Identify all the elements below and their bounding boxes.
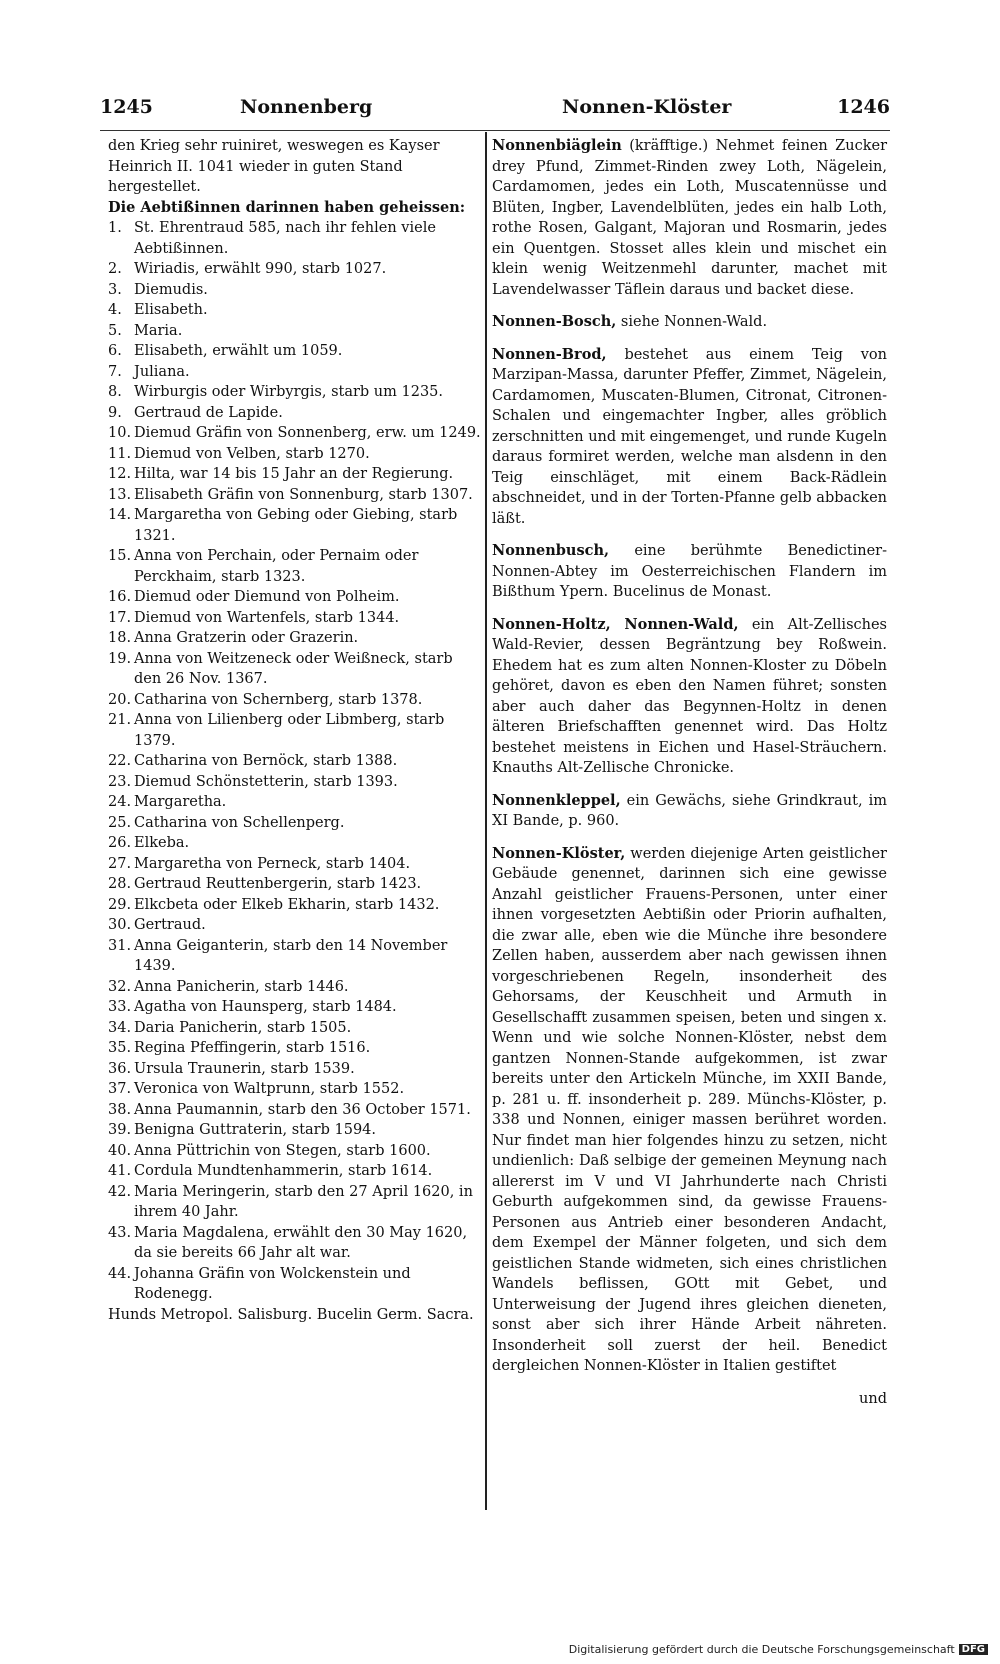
entry-text: siehe Nonnen-Wald. bbox=[620, 314, 768, 330]
item-text: Margaretha von Gebing oder Giebing, starb 1321. bbox=[134, 507, 458, 544]
item-text: Anna von Weitzeneck oder Weißneck, starb den 26 Nov. 1367. bbox=[134, 650, 453, 687]
dictionary-entry bbox=[492, 791, 887, 832]
dictionary-entry bbox=[492, 615, 887, 779]
entry-term: Nonnen-Holtz, Nonnen-Wald, bbox=[492, 615, 739, 633]
item-text: Benigna Guttraterin, starb 1594. bbox=[134, 1122, 377, 1138]
catchword: und bbox=[859, 1390, 887, 1407]
item-number: 20. bbox=[108, 691, 132, 708]
item-number: 42. bbox=[108, 1183, 132, 1200]
item-text: Anna Gratzerin oder Grazerin. bbox=[134, 630, 359, 646]
item-number: 9. bbox=[108, 404, 122, 421]
item-text: Maria Magdalena, erwählt den 30 May 1620, da sie bereits 66 Jahr alt war. bbox=[134, 1224, 468, 1261]
intro-text: den Krieg sehr ruiniret, weswegen es Kayser Heinrich II. 1041 wieder in guten Stand hergestellet. bbox=[108, 138, 440, 195]
item-number: 8. bbox=[108, 384, 122, 400]
item-number: 15. bbox=[108, 548, 132, 564]
item-text: Agatha von Haunsperg, starb 1484. bbox=[134, 999, 397, 1015]
abbess-list-item bbox=[108, 854, 483, 875]
abbess-list-item bbox=[108, 751, 483, 772]
item-number: 16. bbox=[108, 589, 132, 605]
abbess-list-item bbox=[108, 977, 483, 998]
item-number: 31. bbox=[108, 937, 132, 954]
item-text: Anna Panicherin, starb 1446. bbox=[134, 978, 349, 995]
item-number: 25. bbox=[108, 814, 132, 831]
abbess-list-item bbox=[108, 321, 483, 342]
item-text: Daria Panicherin, starb 1505. bbox=[134, 1019, 352, 1036]
dictionary-entry bbox=[492, 541, 887, 603]
abbess-list-item bbox=[108, 1264, 483, 1305]
item-text: Gertraud de Lapide. bbox=[134, 404, 283, 421]
item-text: Catharina von Bernöck, starb 1388. bbox=[134, 753, 398, 769]
abbess-list-item bbox=[108, 628, 483, 649]
item-number: 2. bbox=[108, 261, 122, 277]
abbess-list-item bbox=[108, 444, 483, 465]
item-number: 44. bbox=[108, 1265, 132, 1282]
item-text: Juliana. bbox=[134, 363, 190, 380]
item-text: Cordula Mundtenhammerin, starb 1614. bbox=[134, 1163, 433, 1179]
abbess-list-item bbox=[108, 1018, 483, 1039]
footer-text: Digitalisierung gefördert durch die Deutsche Forschungsgemeinschaft bbox=[568, 1643, 955, 1656]
item-number: 39. bbox=[108, 1122, 132, 1138]
entry-term: Nonnenbiäglein bbox=[492, 137, 622, 154]
item-number: 7. bbox=[108, 363, 122, 380]
item-text: Elkeba. bbox=[134, 835, 190, 851]
abbess-list-item bbox=[108, 1141, 483, 1162]
abbess-list-item bbox=[108, 1059, 483, 1080]
abbess-list-item bbox=[108, 505, 483, 546]
item-number: 23. bbox=[108, 773, 132, 790]
item-number: 43. bbox=[108, 1224, 132, 1241]
abbess-list-item bbox=[108, 259, 483, 280]
item-number: 10. bbox=[108, 425, 132, 441]
item-number: 27. bbox=[108, 855, 132, 872]
item-number: 38. bbox=[108, 1101, 132, 1118]
entry-text: eine berühmte Benedictiner-Nonnen-Abtey im Oesterreichischen Flandern im Bißthum Ypern. Bucelinus de Monast. bbox=[492, 543, 888, 600]
header-rule bbox=[100, 130, 890, 131]
item-number: 40. bbox=[108, 1142, 132, 1159]
item-number: 4. bbox=[108, 302, 122, 318]
abbess-list-item bbox=[108, 341, 483, 362]
abbess-list-item bbox=[108, 608, 483, 629]
entry-text: ein Gewächs, siehe Grindkraut, im XI Bande, p. 960. bbox=[492, 792, 887, 829]
item-number: 34. bbox=[108, 1019, 132, 1036]
item-text: Anna von Perchain, oder Pernaim oder Perckhaim, starb 1323. bbox=[134, 548, 419, 585]
abbess-list-item bbox=[108, 997, 483, 1018]
item-text: Catharina von Schernberg, starb 1378. bbox=[134, 691, 423, 708]
item-text: Margaretha. bbox=[134, 794, 227, 810]
item-text: Elisabeth, erwählt um 1059. bbox=[134, 343, 343, 359]
column-divider bbox=[485, 132, 487, 1510]
item-text: Wiriadis, erwählt 990, starb 1027. bbox=[134, 261, 387, 277]
item-text: Gertraud Reuttenbergerin, starb 1423. bbox=[134, 876, 422, 892]
abbess-list-item bbox=[108, 833, 483, 854]
left-running-title: Nonnenberg bbox=[240, 96, 373, 118]
abbess-list-item bbox=[108, 874, 483, 895]
right-column bbox=[492, 136, 887, 1409]
entry-term: Nonnenkleppel, bbox=[492, 791, 621, 809]
abbess-list-item bbox=[108, 423, 483, 444]
item-text: Gertraud. bbox=[134, 917, 206, 933]
abbess-list-item bbox=[108, 1120, 483, 1141]
abbess-list-item bbox=[108, 587, 483, 608]
dictionary-entries bbox=[492, 136, 887, 1377]
abbess-list-item bbox=[108, 300, 483, 321]
item-text: Maria. bbox=[134, 322, 183, 339]
item-number: 5. bbox=[108, 322, 122, 339]
abbess-list-item bbox=[108, 362, 483, 383]
item-text: Diemud von Velben, starb 1270. bbox=[134, 445, 370, 462]
right-running-title: Nonnen-Klöster bbox=[562, 96, 732, 118]
item-number: 12. bbox=[108, 466, 132, 482]
item-number: 36. bbox=[108, 1060, 132, 1077]
item-text: Regina Pfeffingerin, starb 1516. bbox=[134, 1040, 371, 1056]
entry-term: Nonnen-Brod, bbox=[492, 345, 607, 363]
abbess-list-item bbox=[108, 1182, 483, 1223]
entry-text: ein Alt-Zellisches Wald-Revier, dessen Begräntzung bey Roßwein. Ehedem hat es zum alten Nonnen-Kloster zu Döbeln gehöret, davon es eben den Namen führet; sonsten aber auch daher das Begynnen-Holtz in denen älteren Briefschafften genennet wird. Das Holtz bestehet meistens in Eichen und Hasel-Sträuchern. Knauths Alt-Zellische Chronicke. bbox=[492, 616, 887, 776]
item-number: 35. bbox=[108, 1040, 132, 1056]
abbess-list bbox=[108, 218, 483, 1305]
abbess-list-item bbox=[108, 915, 483, 936]
abbess-list-item bbox=[108, 1161, 483, 1182]
item-number: 14. bbox=[108, 507, 132, 523]
running-header bbox=[100, 96, 890, 132]
entry-text: (kräfftige.) Nehmet feinen Zucker drey Pfund, Zimmet-Rinden zwey Loth, Nägelein, Cardamomen, jedes ein Loth, Muscatennüsse und Blüten, Ingber, Lavendelblüten, jedes ein halb Loth, rothe Rosen, Galgant, Majoran und Rosmarin, jedes ein Quentgen. Stosset alles klein und mischet ein klein wenig Weitzenmehl darunter, machet mit Lavendelwasser Täflein daraus und backet diese. bbox=[492, 138, 888, 298]
item-number: 3. bbox=[108, 281, 122, 298]
item-number: 22. bbox=[108, 753, 132, 769]
item-number: 30. bbox=[108, 917, 132, 933]
item-text: Johanna Gräfin von Wolckenstein und Rodenegg. bbox=[134, 1265, 411, 1302]
item-text: Diemud oder Diemund von Polheim. bbox=[134, 589, 400, 605]
item-number: 18. bbox=[108, 630, 132, 646]
item-text: Catharina von Schellenperg. bbox=[134, 814, 345, 831]
abbess-list-item bbox=[108, 1079, 483, 1100]
entry-term: Nonnen-Klöster, bbox=[492, 844, 626, 862]
item-text: Wirburgis oder Wirbyrgis, starb um 1235. bbox=[134, 384, 444, 400]
item-text: St. Ehrentraud 585, nach ihr fehlen viele Aebtißinnen. bbox=[134, 220, 436, 257]
item-text: Anna Püttrichin von Stegen, starb 1600. bbox=[134, 1142, 431, 1159]
item-number: 6. bbox=[108, 343, 122, 359]
abbess-list-item bbox=[108, 772, 483, 793]
entry-term: Nonnen-Bosch, bbox=[492, 313, 617, 330]
abbess-list-item bbox=[108, 1038, 483, 1059]
item-number: 29. bbox=[108, 896, 132, 913]
item-number: 19. bbox=[108, 650, 132, 667]
abbess-list-item bbox=[108, 690, 483, 711]
abbess-list-item bbox=[108, 1223, 483, 1264]
item-text: Diemud Schönstetterin, starb 1393. bbox=[134, 773, 398, 790]
item-text: Ursula Traunerin, starb 1539. bbox=[134, 1060, 355, 1077]
item-number: 1. bbox=[108, 220, 122, 236]
abbess-list-item bbox=[108, 813, 483, 834]
item-text: Diemudis. bbox=[134, 281, 208, 298]
funding-footer bbox=[569, 1643, 988, 1656]
abbess-list-item bbox=[108, 936, 483, 977]
abbess-list-item bbox=[108, 485, 483, 506]
abbess-list-item bbox=[108, 218, 483, 259]
item-number: 33. bbox=[108, 999, 132, 1015]
dictionary-entry bbox=[492, 844, 887, 1377]
item-text: Margaretha von Perneck, starb 1404. bbox=[134, 855, 411, 872]
item-number: 13. bbox=[108, 486, 132, 503]
abbess-list-item bbox=[108, 280, 483, 301]
left-column bbox=[108, 136, 483, 1325]
abbess-list-item bbox=[108, 792, 483, 813]
dfg-logo: DFG bbox=[959, 1644, 988, 1655]
dictionary-entry bbox=[492, 136, 887, 300]
item-number: 32. bbox=[108, 978, 132, 995]
item-text: Elisabeth Gräfin von Sonnenburg, starb 1307. bbox=[134, 486, 473, 503]
left-page-number: 1245 bbox=[100, 96, 153, 118]
abbess-list-item bbox=[108, 403, 483, 424]
abbess-list-item bbox=[108, 1100, 483, 1121]
item-number: 37. bbox=[108, 1081, 132, 1097]
item-text: Anna Paumannin, starb den 36 October 1571. bbox=[134, 1101, 471, 1118]
right-page-number: 1246 bbox=[837, 96, 890, 118]
item-number: 28. bbox=[108, 876, 132, 892]
abbess-list-item bbox=[108, 382, 483, 403]
abbess-list-item bbox=[108, 464, 483, 485]
abbess-list-item bbox=[108, 546, 483, 587]
item-number: 26. bbox=[108, 835, 132, 851]
item-text: Veronica von Waltprunn, starb 1552. bbox=[134, 1081, 405, 1097]
item-text: Anna Geiganterin, starb den 14 November 1439. bbox=[134, 937, 448, 974]
abbess-list-item bbox=[108, 710, 483, 751]
abbess-list-item bbox=[108, 895, 483, 916]
entry-term: Nonnenbusch, bbox=[492, 542, 610, 559]
item-text: Anna von Lilienberg oder Libmberg, starb 1379. bbox=[134, 712, 445, 749]
item-text: Maria Meringerin, starb den 27 April 1620, in ihrem 40 Jahr. bbox=[134, 1183, 473, 1220]
abbess-list-item bbox=[108, 649, 483, 690]
dictionary-entry bbox=[492, 312, 887, 333]
abbess-list-heading: Die Aebtißinnen darinnen haben geheissen: bbox=[108, 198, 466, 216]
dictionary-entry bbox=[492, 345, 887, 530]
item-number: 21. bbox=[108, 712, 132, 728]
entry-text: bestehet aus einem Teig von Marzipan-Massa, darunter Pfeffer, Zimmet, Nägelein, Cardamomen, Muscaten-Blumen, Citronat, Citronen-Schalen und eingemachter Ingber, alles gröblich zerschnitten und mit eingemenget, und runde Kugeln daraus formiret werden, welche man alsdenn in den Teig einschläget, mit einem Back-Rädlein abschneidet, und in der Torten-Pfanne gelb abbacken läßt. bbox=[492, 346, 888, 527]
item-number: 41. bbox=[108, 1163, 132, 1179]
item-number: 24. bbox=[108, 794, 132, 810]
item-number: 17. bbox=[108, 609, 132, 626]
item-text: Diemud von Wartenfels, starb 1344. bbox=[134, 609, 400, 626]
source-citation: Hunds Metropol. Salisburg. Bucelin Germ. Sacra. bbox=[108, 1306, 474, 1323]
item-text: Elkcbeta oder Elkeb Ekharin, starb 1432. bbox=[134, 896, 440, 913]
item-text: Hilta, war 14 bis 15 Jahr an der Regierung. bbox=[134, 466, 454, 482]
item-text: Elisabeth. bbox=[134, 302, 208, 318]
entry-text: werden diejenige Arten geistlicher Gebäude genennet, darinnen sich eine gewisse Anzahl geistlicher Frauens-Personen, unter einer ihnen vorgesetzten Aebtißin oder Priorin aufhalten, die zwar alle, eben wie die Münche ihre besondere Zellen haben, ausserdem aber nach gewissen ihnen vorgeschriebenen Regeln, insonderheit des Gehorsams, der Keuschheit und Armuth in Gesellschafft zusammen speisen, beten und singen x. Wenn und wie solche Nonnen-Klöster, nebst dem gantzen Nonnen-Stande aufgekommen, ist zwar bereits unter den Artickeln Münche, im XXII Bande, p. 281 u. ff. insonderheit p. 289. Münchs-Klöster, p. 338 und Nonnen, einiger massen berühret worden. Nur findet man hier folgendes hinzu zu setzen, nicht undienlich: Daß selbige der gemeinen Meynung nach allererst im V und VI Jahrhunderte nach Christi Geburth aufgekommen sind, da gewisse Frauens-Personen aus Antrieb einer besonderen Andacht, dem Exempel der Männer folgeten, und sich dem geistlichen Stande widmeten, sich eines christlichen Wandels beflissen, GOtt mit Gebet, und Unterweisung der Jugend ihres gleichen dieneten, sonst aber sich ihrer Hände Arbeit nähreten. Insonderheit soll zuerst der heil. Benedict dergleichen Nonnen-Klöster in Italien gestiftet bbox=[492, 845, 887, 1374]
item-number: 11. bbox=[108, 445, 132, 462]
item-text: Diemud Gräfin von Sonnenberg, erw. um 1249. bbox=[134, 425, 481, 441]
